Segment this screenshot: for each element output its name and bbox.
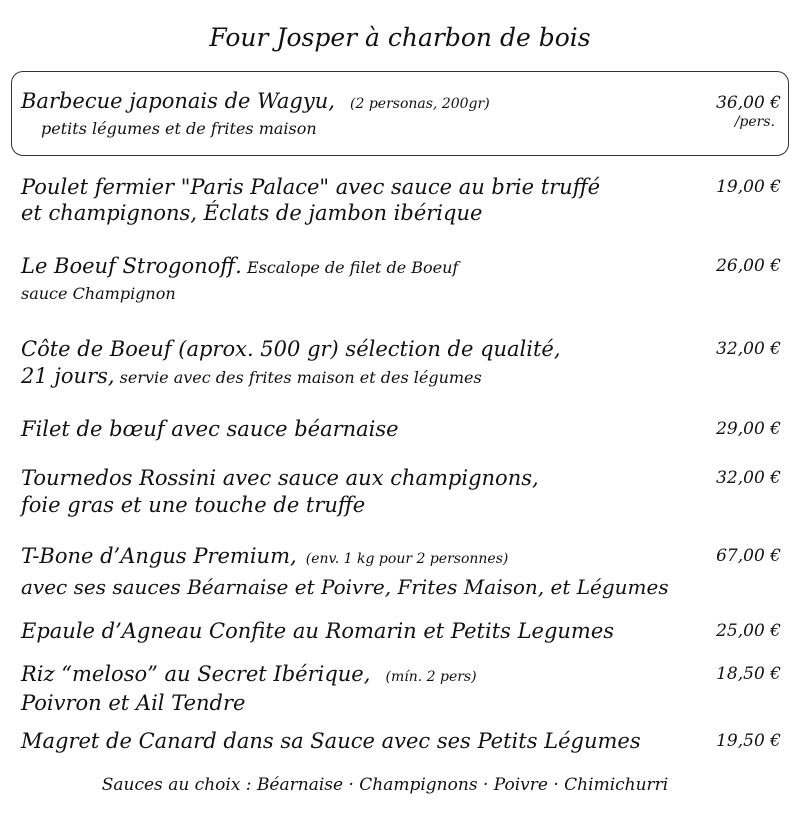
item-price: 32,00 € bbox=[716, 468, 781, 488]
item-note: (env. 1 kg pour 2 personnes) bbox=[305, 551, 509, 567]
item-description: Escalope de filet de Boeuf bbox=[246, 258, 459, 277]
item-price: 19,50 € bbox=[716, 731, 781, 751]
item-price: 26,00 € bbox=[716, 256, 781, 276]
menu-item-cote-de-boeuf bbox=[21, 334, 781, 390]
item-price: 32,00 € bbox=[716, 339, 781, 359]
item-description-2: sauce Champignon bbox=[21, 284, 176, 303]
item-name: Filet de bœuf avec sauce béarnaise bbox=[21, 417, 399, 441]
item-price: 36,00 € bbox=[716, 93, 781, 113]
menu-item-wagyu bbox=[21, 86, 781, 139]
item-name: Poulet fermier "Paris Palace" avec sauce au brie truffé bbox=[21, 175, 601, 199]
menu-section-title: Four Josper à charbon de bois bbox=[209, 23, 591, 52]
item-aging: 21 jours, bbox=[21, 364, 115, 388]
item-name: Barbecue japonais de Wagyu, bbox=[21, 89, 335, 113]
item-description: et champignons, Éclats de jambon ibérique bbox=[21, 201, 483, 225]
item-name: T-Bone d’Angus Premium, bbox=[21, 544, 297, 568]
item-price-unit: /pers. bbox=[734, 114, 775, 130]
item-name: Tournedos Rossini avec sauce aux champignons, bbox=[21, 466, 539, 490]
item-price: 29,00 € bbox=[716, 419, 781, 439]
menu-item-magret bbox=[21, 726, 781, 756]
menu-item-tournedos bbox=[21, 463, 781, 517]
menu-item-t-bone bbox=[21, 541, 781, 600]
item-name: Le Boeuf Strogonoff. bbox=[21, 254, 242, 278]
item-price: 25,00 € bbox=[716, 621, 781, 641]
item-description: avec ses sauces Béarnaise et Poivre, Frites Maison, et Légumes bbox=[21, 575, 669, 599]
menu-item-strogonoff bbox=[21, 251, 781, 305]
item-name: Epaule d’Agneau Confite au Romarin et Petits Legumes bbox=[21, 619, 615, 643]
item-price: 18,50 € bbox=[716, 664, 781, 684]
menu-item-epaule bbox=[21, 616, 781, 646]
menu-item-filet bbox=[21, 414, 781, 444]
item-description: petits légumes et de frites maison bbox=[41, 119, 317, 138]
item-description: servie avec des frites maison et des légumes bbox=[119, 368, 482, 387]
item-name: Côte de Boeuf (aprox. 500 gr) sélection de qualité, bbox=[21, 337, 561, 361]
item-price: 67,00 € bbox=[716, 546, 781, 566]
item-description: Poivron et Ail Tendre bbox=[21, 691, 246, 715]
item-price: 19,00 € bbox=[716, 177, 781, 197]
menu-item-poulet bbox=[21, 172, 781, 224]
item-name: Magret de Canard dans sa Sauce avec ses Petits Légumes bbox=[21, 729, 641, 753]
sauce-options: Sauces au choix : Béarnaise · Champignons · Poivre · Chimichurri bbox=[101, 775, 669, 795]
menu-item-riz bbox=[21, 659, 781, 714]
item-name: Riz “meloso” au Secret Ibérique, bbox=[21, 662, 371, 686]
item-description: foie gras et une touche de truffe bbox=[21, 493, 366, 517]
item-note: (mín. 2 pers) bbox=[385, 669, 477, 685]
item-note: (2 personas, 200gr) bbox=[350, 96, 490, 112]
